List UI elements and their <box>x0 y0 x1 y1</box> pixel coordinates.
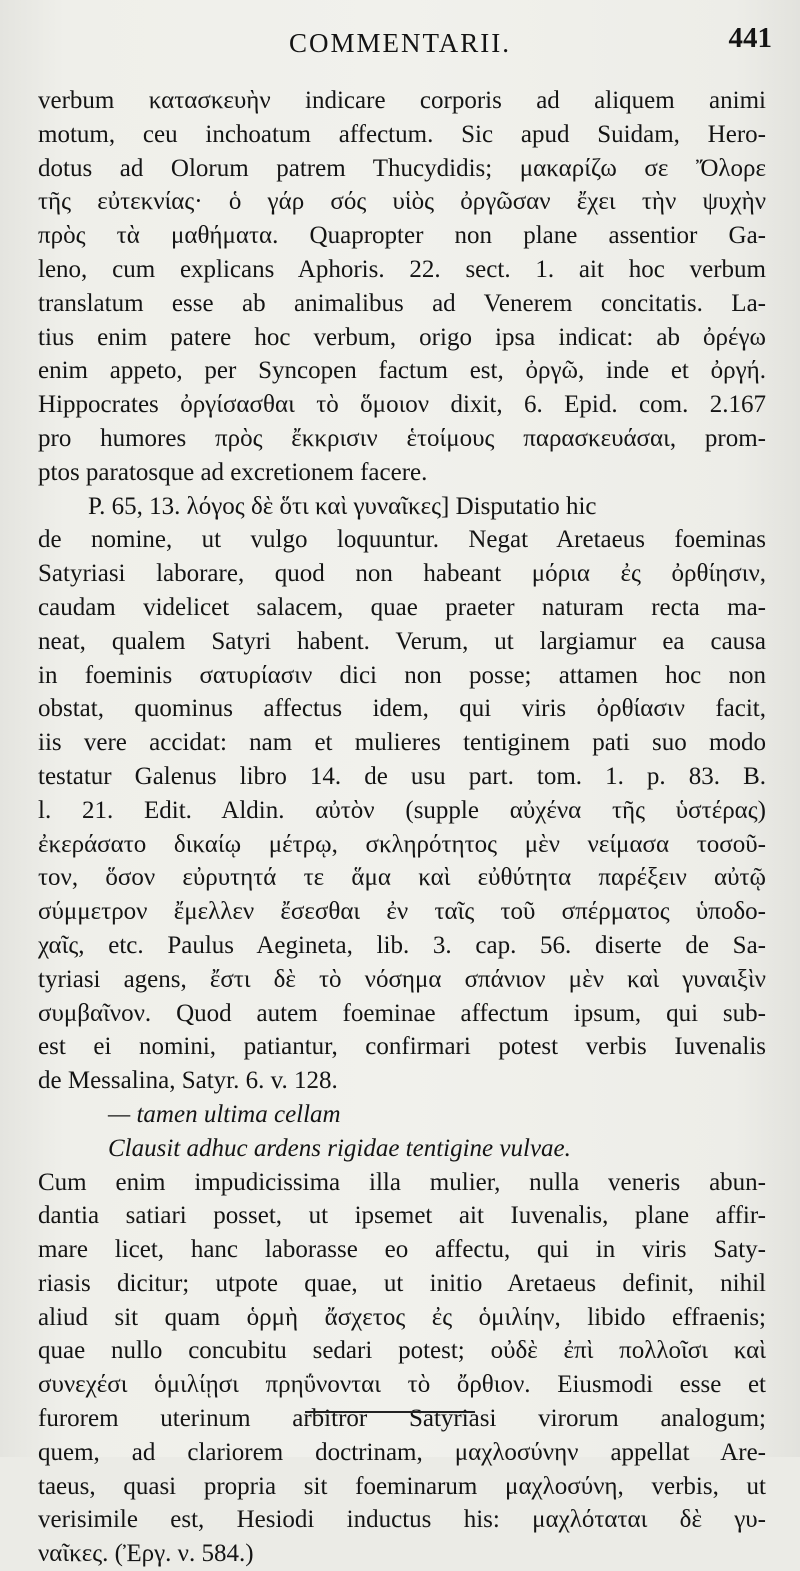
text-line: pro humores πρὸς ἔκκρισιν ἑτοίμους παρασκευάσαι, prom- <box>38 424 766 452</box>
text-line: furorem uterinum arbitror Satyriasi virorum analogum; <box>38 1405 766 1433</box>
text-line: in foeminis σατυρίασιν dici non posse; attamen hoc non <box>38 661 766 689</box>
text-line: ptos paratosque ad excretionem facere. <box>38 458 428 486</box>
text-line: Satyriasi laborare, quod non habeant μόρια ἐς ὀρθίησιν, <box>38 560 766 588</box>
text-line: caudam videlicet salacem, quae praeter naturam recta ma- <box>38 593 766 621</box>
text-line: translatum esse ab animalibus ad Venerem concitatis. La- <box>38 289 766 317</box>
text-line: quem, ad clariorem doctrinam, μαχλοσύνην appellat Are- <box>38 1438 766 1466</box>
verse-quote-line: Clausit adhuc ardens rigidae tentigine vulvae. <box>108 1134 571 1162</box>
text-line: χαῖς, etc. Paulus Aegineta, lib. 3. cap. 56. diserte de Sa- <box>38 931 766 959</box>
text-line: τον, ὅσον εὐρυτητά τε ἅμα καὶ εὐθύτητα παρέξειν αὐτῷ <box>38 864 766 892</box>
text-line: mare licet, hanc laborasse eo affectu, qui in viris Saty- <box>38 1236 766 1264</box>
running-head-title: COMMENTARII. <box>288 28 512 58</box>
text-line: συνεχέσι ὁμιλίῃσι πρηΰνονται τὸ ὄρθιον. Eiusmodi esse et <box>38 1371 766 1399</box>
text-line: motum, ceu inchoatum affectum. Sic apud Suidam, Hero- <box>38 120 766 148</box>
text-line: leno, cum explicans Aphoris. 22. sect. 1. ait hoc verbum <box>38 255 766 283</box>
section-end-rule <box>305 1411 475 1413</box>
text-line: l. 21. Edit. Aldin. αὐτὸν (supple αὐχένα τῆς ὑστέρας) <box>38 796 766 824</box>
text-line: tyriasi agens, ἔστι δὲ τὸ νόσημα σπάνιον μὲν καὶ γυναιξὶν <box>38 965 766 993</box>
text-line: de Messalina, Satyr. 6. v. 128. <box>38 1067 338 1095</box>
text-line: Cum enim impudicissima illa mulier, nulla veneris abun- <box>38 1168 766 1196</box>
verse-quote-line: — tamen ultima cellam <box>108 1100 341 1128</box>
text-line: tius enim patere hoc verbum, origo ipsa indicat: ab ὀρέγω <box>38 323 766 351</box>
text-line: σύμμετρον ἔμελλεν ἔσεσθαι ἐν ταῖς τοῦ σπέρματος ὑποδο- <box>38 898 766 926</box>
text-line: neat, qualem Satyri habent. Verum, ut largiamur ea causa <box>38 627 766 655</box>
page-number: 441 <box>728 22 772 54</box>
text-line: verisimile est, Hesiodi inductus his: μαχλόταται δὲ γυ- <box>38 1506 766 1534</box>
text-line: πρὸς τὰ μαθήματα. Quapropter non plane assentior Ga- <box>38 222 766 250</box>
text-line: dotus ad Olorum patrem Thucydidis; μακαρίζω σε Ὄλορε <box>38 154 766 182</box>
text-line: taeus, quasi propria sit foeminarum μαχλοσύνη, verbis, ut <box>38 1472 766 1500</box>
text-line: enim appeto, per Syncopen factum est, ὀργῶ, inde et ὀργή. <box>38 357 766 385</box>
text-line: est ei nomini, patiantur, confirmari potest verbis Iuvenalis <box>38 1033 766 1061</box>
text-line: ναῖκες. (Ἐργ. ν. 584.) <box>38 1540 254 1568</box>
text-line: de nomine, ut vulgo loquuntur. Negat Aretaeus foeminas <box>38 526 766 554</box>
text-line: τῆς εὐτεκνίας· ὁ γάρ σός υἱὸς ὀργῶσαν ἔχει τὴν ψυχὴν <box>38 188 766 216</box>
body-text <box>38 84 766 1571</box>
text-line: dantia satiari posset, ut ipsemet ait Iuvenalis, plane affir- <box>38 1202 766 1230</box>
text-line: aliud sit quam ὁρμὴ ἄσχετος ἐς ὁμιλίην, libido effraenis; <box>38 1303 766 1331</box>
text-line: ἐκεράσατο δικαίῳ μέτρῳ, σκληρότητος μὲν νείμασα τοσοῦ- <box>38 830 766 858</box>
text-line: testatur Galenus libro 14. de usu part. tom. 1. p. 83. B. <box>38 762 766 790</box>
text-line: συμβαῖνον. Quod autem foeminae affectum ipsum, qui sub- <box>38 999 766 1027</box>
text-line: verbum κατασκευὴν indicare corporis ad aliquem animi <box>38 87 766 114</box>
text-line: iis vere accidat: nam et mulieres tentiginem pati suo modo <box>38 729 766 757</box>
text-line: quae nullo concubitu sedari potest; οὐδὲ ἐπὶ πολλοῖσι καὶ <box>38 1337 766 1365</box>
text-line: obstat, quominus affectus idem, qui viris ὀρθίασιν facit, <box>38 695 766 723</box>
text-line: Hippocrates ὀργίσασθαι τὸ ὅμοιον dixit, 6. Epid. com. 2.167 <box>38 391 766 419</box>
text-line: riasis dicitur; utpote quae, ut initio Aretaeus definit, nihil <box>38 1269 766 1297</box>
lemma-line: P. 65, 13. λόγος δὲ ὅτι καὶ γυναῖκες] Disputatio hic <box>88 492 597 520</box>
